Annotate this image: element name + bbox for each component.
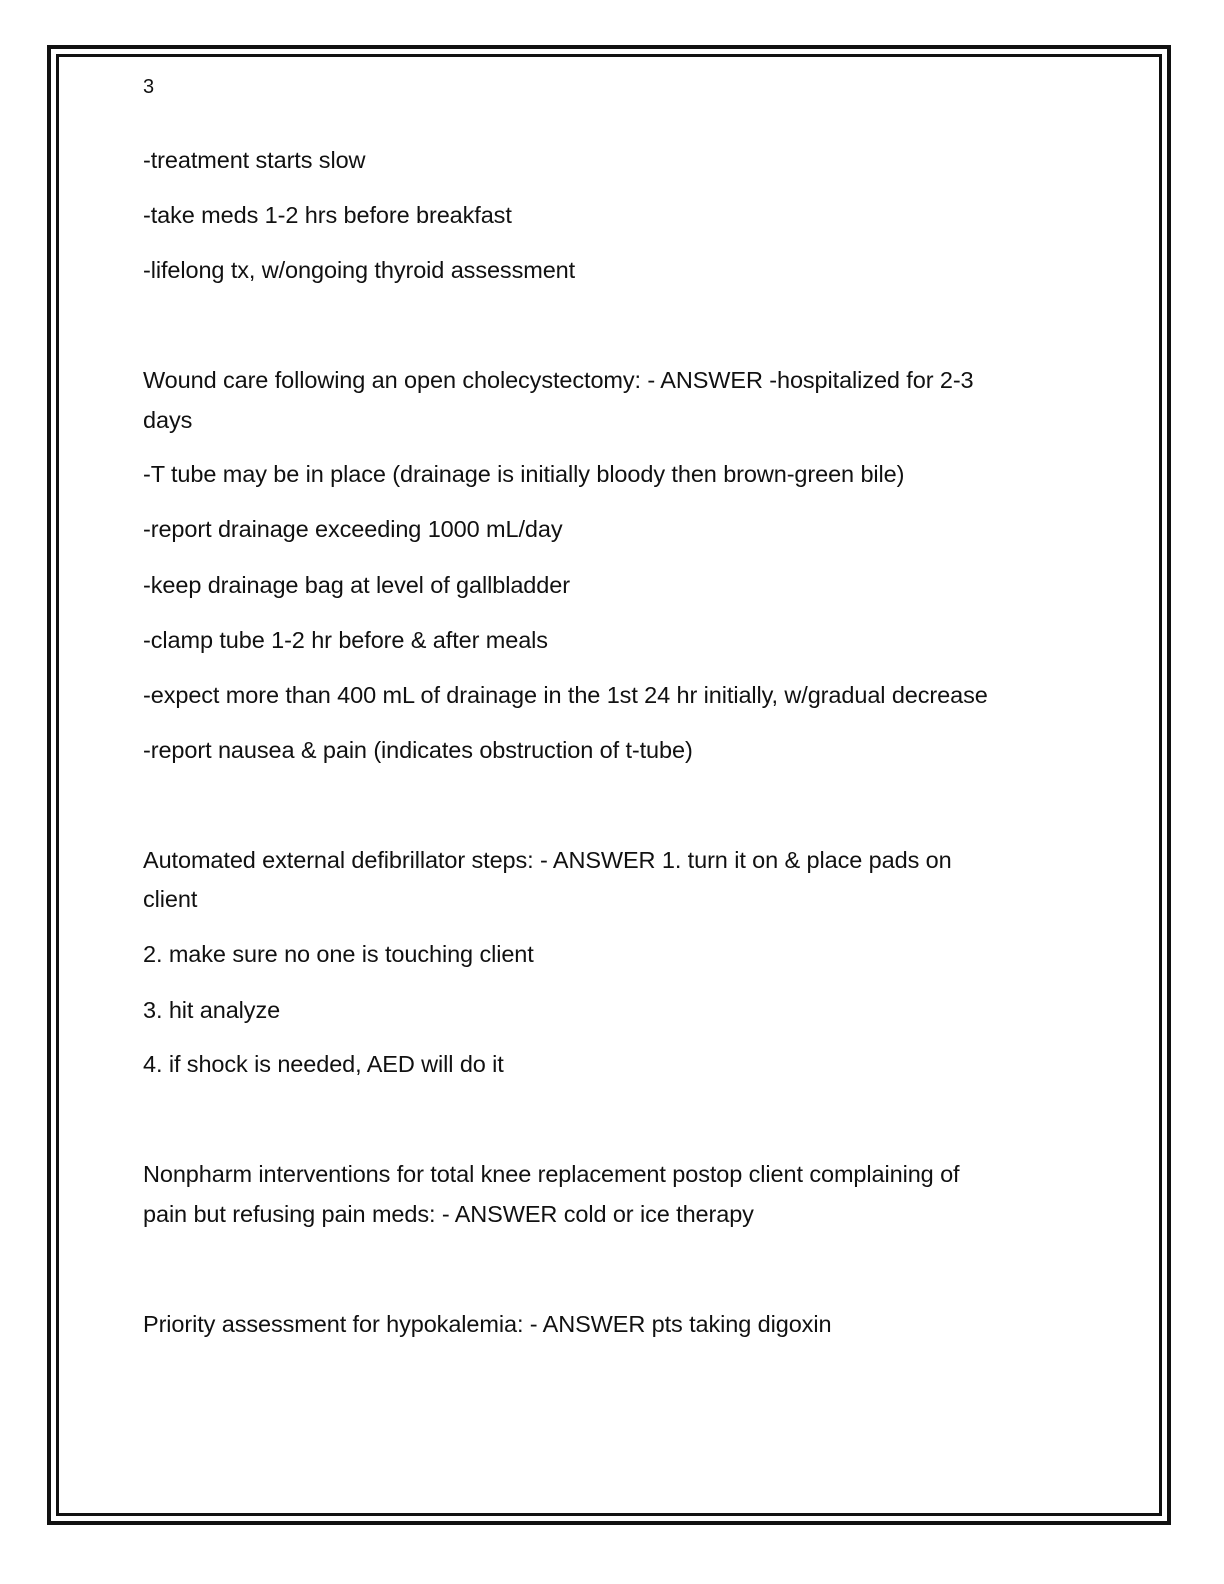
text-line: 3. hit analyze <box>143 997 281 1023</box>
text-line: -lifelong tx, w/ongoing thyroid assessment <box>143 257 576 283</box>
text-line: -expect more than 400 mL of drainage in the 1st 24 hr initially, w/gradual decrease <box>143 682 988 708</box>
text-line: client <box>143 886 198 912</box>
text-line: -T tube may be in place (drainage is initially bloody then brown-green bile) <box>143 461 905 487</box>
text-line: -report nausea & pain (indicates obstruction of t-tube) <box>143 737 693 763</box>
text-line: -clamp tube 1-2 hr before & after meals <box>143 627 548 653</box>
text-line: -keep drainage bag at level of gallbladder <box>143 572 570 598</box>
question-line: Priority assessment for hypokalemia: - ANSWER pts taking digoxin <box>143 1311 832 1337</box>
text-line: pain but refusing pain meds: - ANSWER cold or ice therapy <box>143 1201 754 1227</box>
text-line: days <box>143 407 193 433</box>
text-line: 2. make sure no one is touching client <box>143 941 534 967</box>
text-line: -treatment starts slow <box>143 147 366 173</box>
text-line: -report drainage exceeding 1000 mL/day <box>143 516 563 542</box>
question-line: Wound care following an open cholecystectomy: - ANSWER -hospitalized for 2-3 <box>143 367 974 393</box>
question-line: Automated external defibrillator steps: - ANSWER 1. turn it on & place pads on <box>143 847 952 873</box>
page-number: 3 <box>143 76 155 98</box>
question-line: Nonpharm interventions for total knee replacement postop client complaining of <box>143 1161 960 1187</box>
text-line: 4. if shock is needed, AED will do it <box>143 1051 504 1077</box>
text-line: -take meds 1-2 hrs before breakfast <box>143 202 512 228</box>
